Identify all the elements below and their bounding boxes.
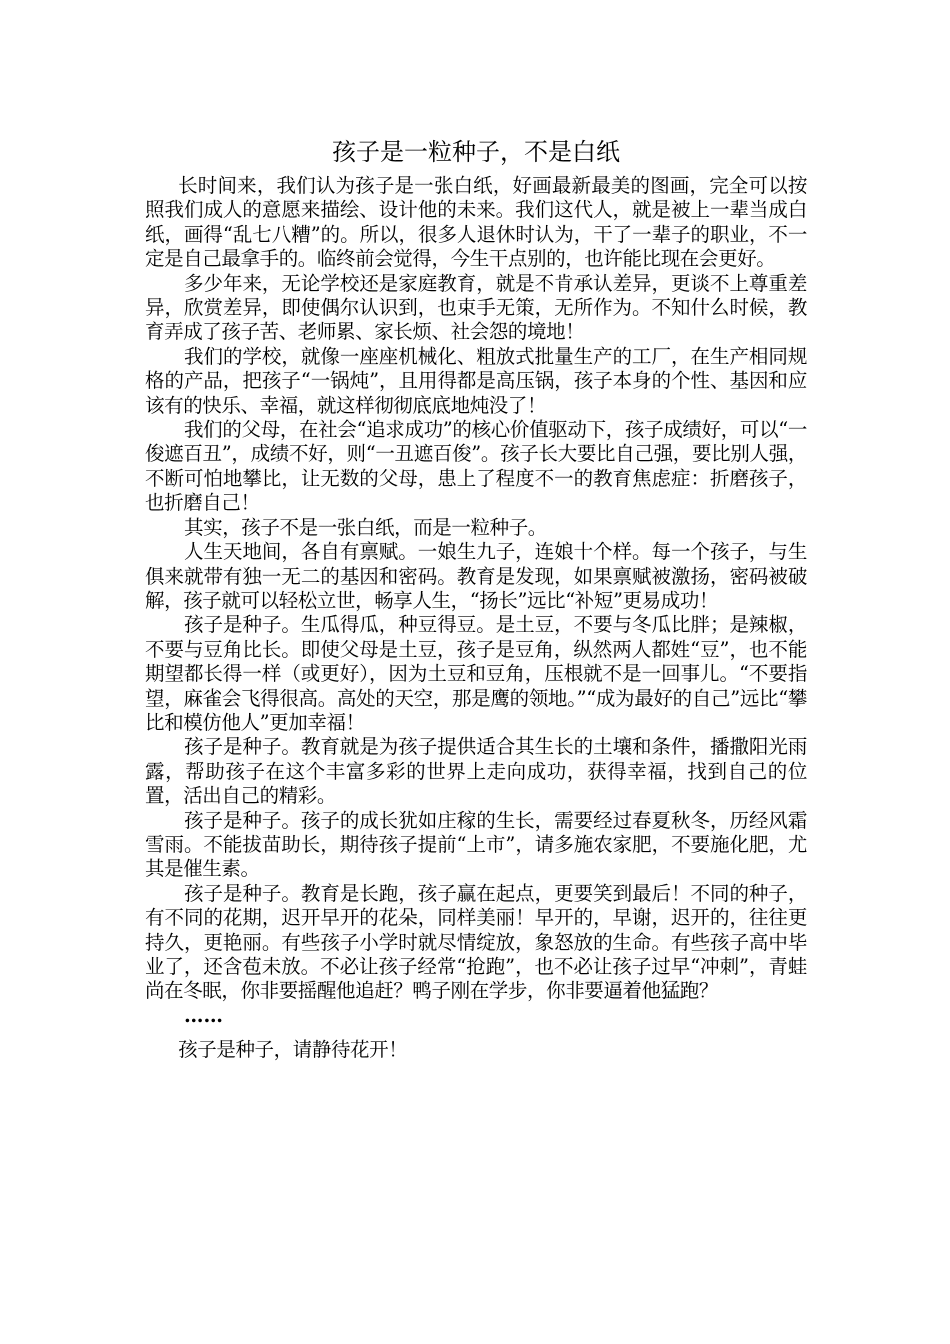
paragraph-8: 孩子是种子。教育就是为孩子提供适合其生长的土壤和条件，播撒阳光雨露，帮助孩子在这个丰富多彩的世界上走向成功，获得幸福，找到自己的位置，活出自己的精彩。 bbox=[145, 735, 807, 808]
paragraph-6: 人生天地间，各自有禀赋。一娘生九子，连娘十个样。每一个孩子，与生俱来就带有独一无二的基因和密码。教育是发现，如果禀赋被激扬，密码被破解，孩子就可以轻松立世，畅享人生，“扬长”远比“补短”更易成功！ bbox=[145, 540, 807, 612]
paragraph-4: 我们的父母，在社会“追求成功”的核心价值驱动下，孩子成绩好，可以“一俊遮百丑”，成绩不好，则“一丑遮百俊”。孩子长大要比自己强，要比别人强，不断可怕地攀比，让无数的父母，患上了程度不一的教育焦虑症：折磨孩子，也折磨自己！ bbox=[145, 418, 807, 515]
document-title: 孩子是一粒种子，不是白纸 bbox=[332, 138, 620, 166]
ellipsis: …… bbox=[184, 1003, 223, 1027]
paragraph-5: 其实，孩子不是一张白纸，而是一粒种子。 bbox=[184, 515, 547, 539]
paragraph-2: 多少年来，无论学校还是家庭教育，就是不肯承认差异，更谈不上尊重差异，欣赏差异，即使偶尔认识到，也束手无策，无所作为。不知什么时候，教育弄成了孩子苦、老师累、家长烦、社会怨的境地！ bbox=[145, 271, 807, 344]
paragraph-9: 孩子是种子。孩子的成长犹如庄稼的生长，需要经过春夏秋冬，历经风霜雪雨。不能拔苗助长，期待孩子提前“上市”，请多施农家肥，不要施化肥，尤其是催生素。 bbox=[145, 808, 807, 881]
document-body bbox=[145, 138, 807, 1062]
paragraph-3: 我们的学校，就像一座座机械化、粗放式批量生产的工厂，在生产相同规格的产品，把孩子“一锅炖”，且用得都是高压锅，孩子本身的个性、基因和应该有的快乐、幸福，就这样彻彻底底地炖没了！ bbox=[145, 344, 807, 417]
paragraph-7: 孩子是种子。生瓜得瓜，种豆得豆。是土豆，不要与冬瓜比胖；是辣椒，不要与豆角比长。即使父母是土豆，孩子是豆角，纵然两人都姓“豆”，也不能期望都长得一样（或更好），因为土豆和豆角，压根就不是一回事儿。“不要指望，麻雀会飞得很高。高处的天空，那是鹰的领地。”“成为最好的自己”远比“攀比和模仿他人”更加幸福！ bbox=[145, 613, 807, 734]
paragraph-10: 孩子是种子。教育是长跑，孩子赢在起点，更要笑到最后！不同的种子，有不同的花期，迟开早开的花朵，同样美丽！早开的，早谢，迟开的，往往更持久，更艳丽。有些孩子小学时就尽情绽放，象怒放的生命。有些孩子高中毕业了，还含苞未放。不必让孩子经常“抢跑”，也不必让孩子过早“冲刺”，青蛙尚在冬眠，你非要摇醒他追赶？鸭子刚在学步，你非要逼着他猛跑？ bbox=[145, 881, 807, 1003]
closing-line: 孩子是种子，请静待花开！ bbox=[178, 1037, 408, 1061]
paragraph-1: 长时间来，我们认为孩子是一张白纸，好画最新最美的图画，完全可以按照我们成人的意愿来描绘、设计他的未来。我们这代人，就是被上一辈当成白纸，画得“乱七八糟”的。所以，很多人退休时认为，干了一辈子的职业，不一定是自己最拿手的。临终前会觉得，今生干点别的，也许能比现在会更好。 bbox=[145, 174, 807, 271]
